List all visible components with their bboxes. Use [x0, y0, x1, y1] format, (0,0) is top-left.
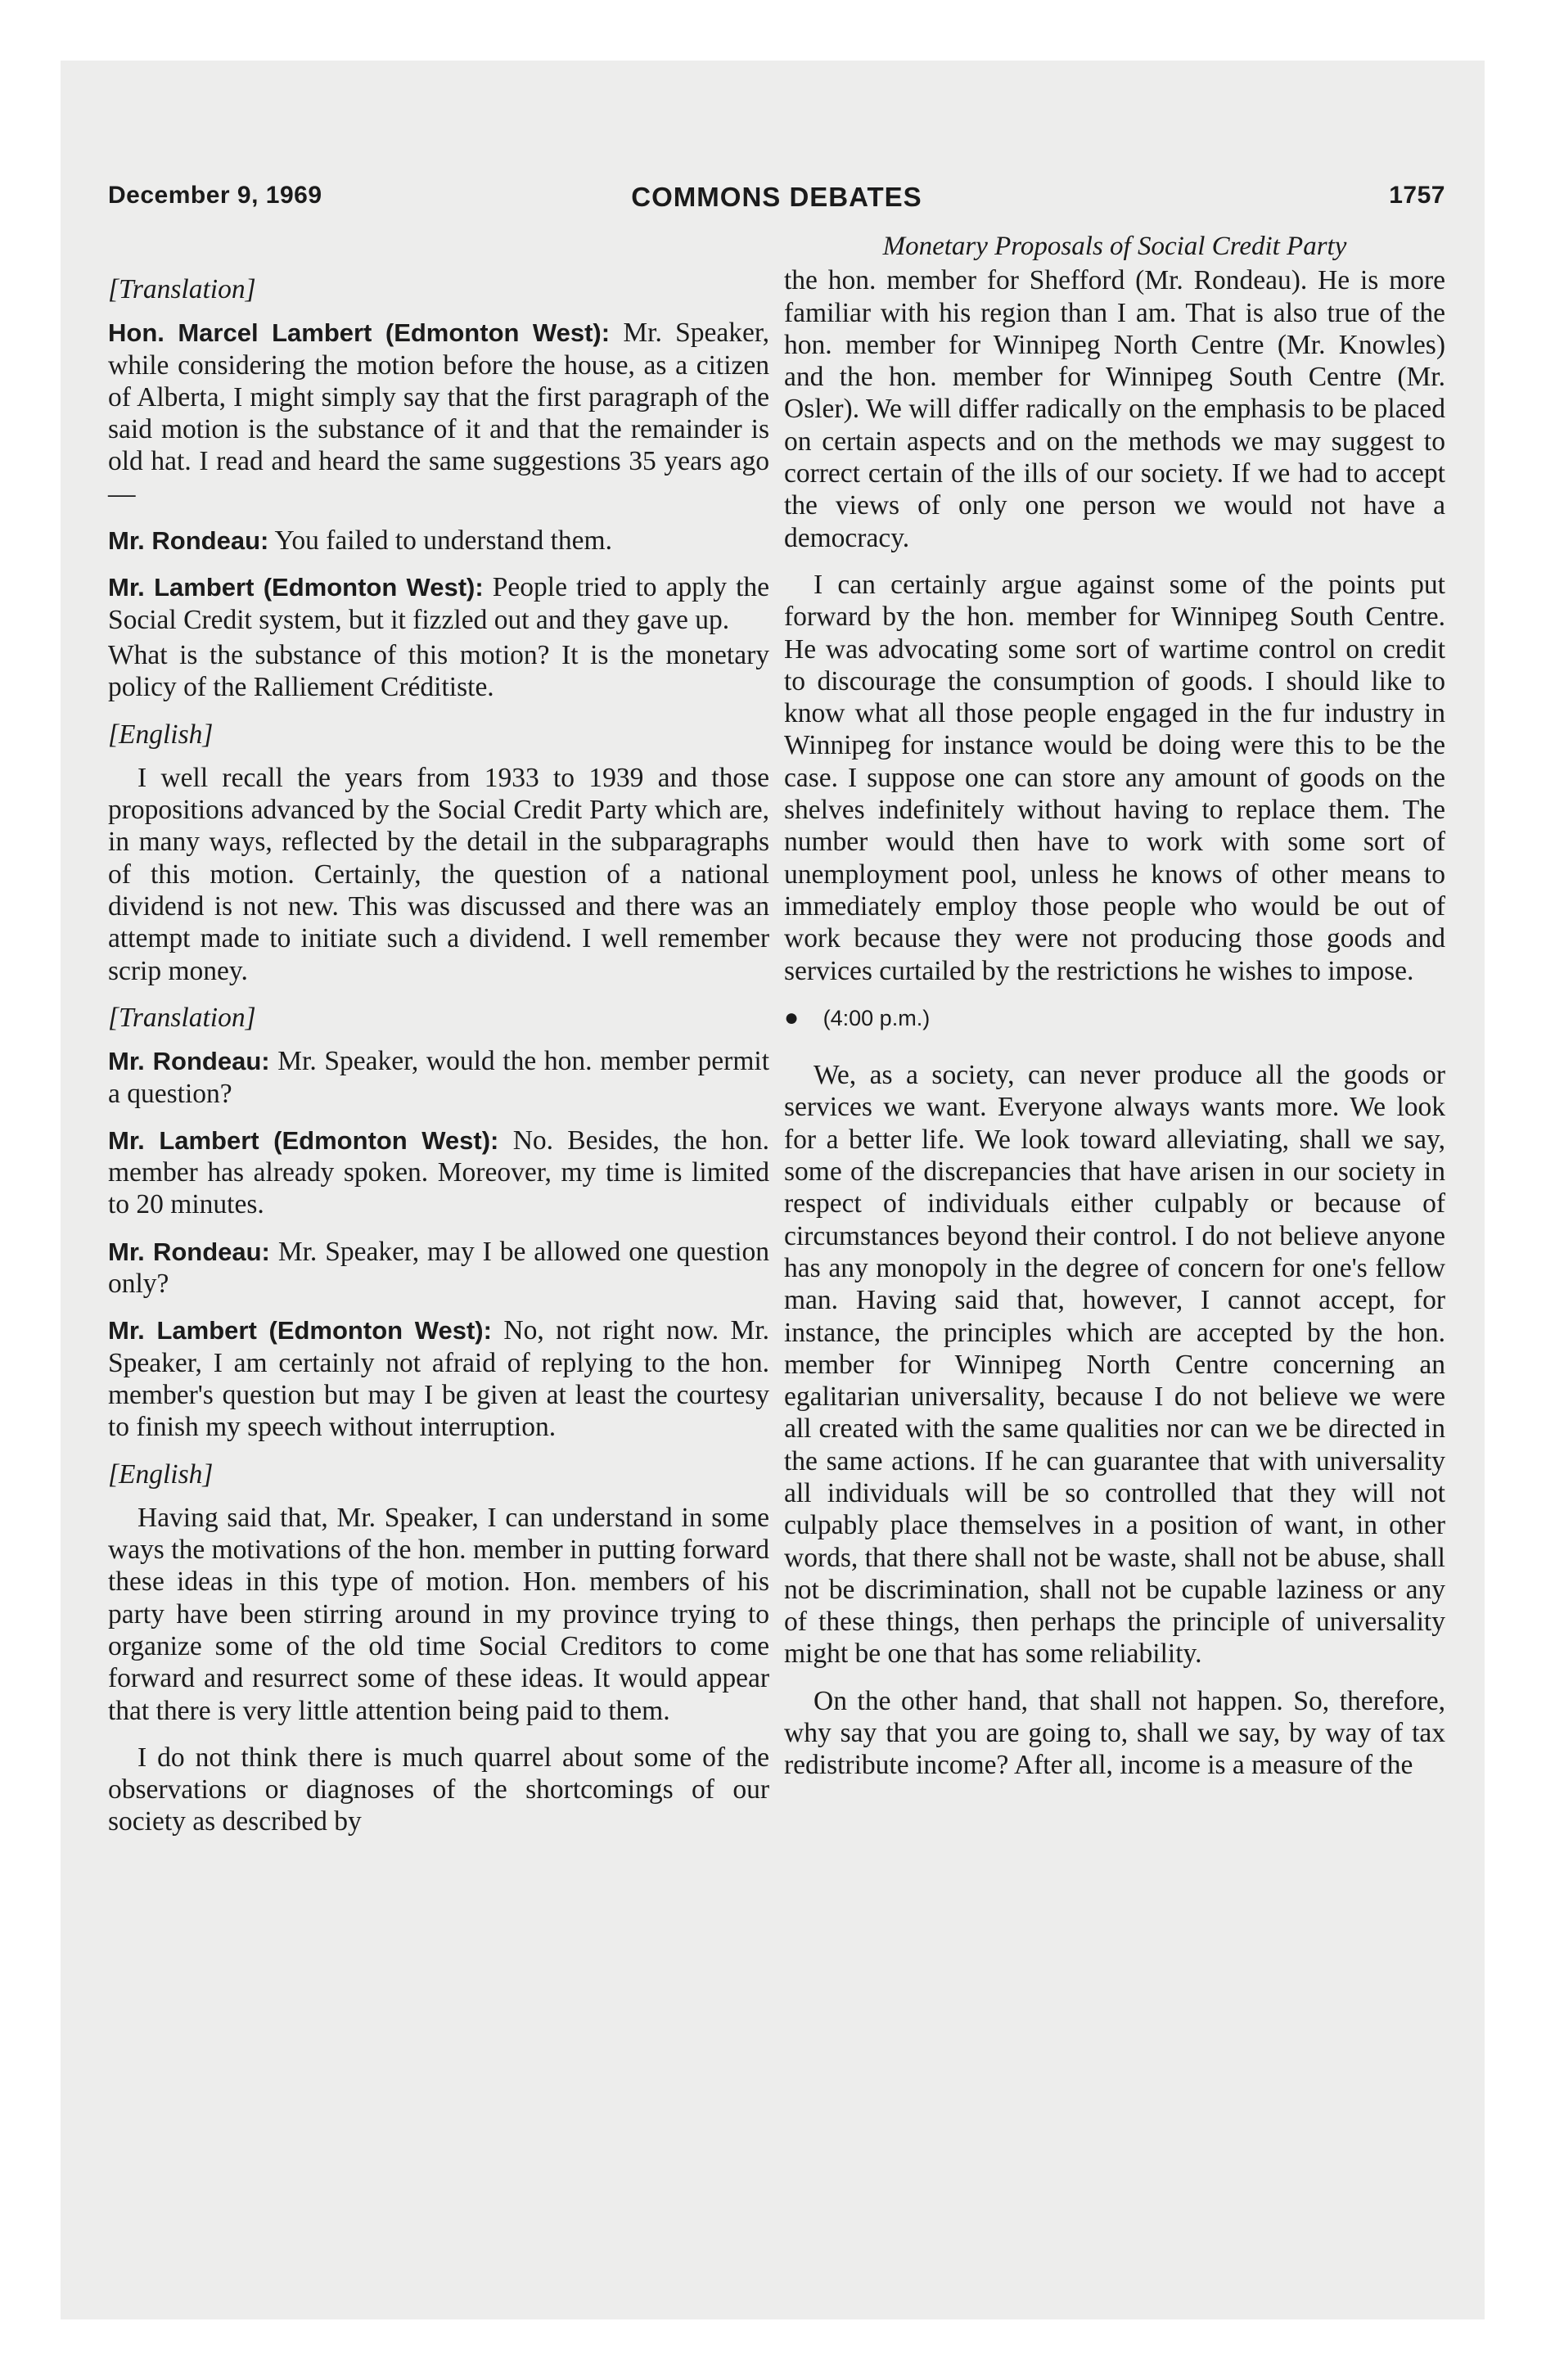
left-column [108, 273, 769, 1853]
section-subheading: Monetary Proposals of Social Credit Party [882, 232, 1347, 261]
language-tag: [English] [108, 1458, 214, 1490]
speaker-name: Mr. Lambert (Edmonton West): [108, 573, 484, 602]
speech-paragraph [108, 317, 769, 510]
speech-text: No. Besides, the hon. member has already spoken. Moreover, my time is limited to 20 minutes. [108, 1125, 770, 1220]
language-tag: [Translation] [108, 1002, 256, 1033]
body-paragraph: We, as a society, can never produce all the goods or services we want. Everyone always wants more. We look for a better life. We look toward alleviating, shall we say, some of the discrepancies that have arisen in our society in respect of individuals either culpably or because of circumstances beyond their control. I do not believe anyone has any monopoly in the degree of concern for one's fellow man. Having said that, however, I cannot accept, for instance, the principles which are accepted by the hon. member for Winnipeg North Centre concerning an egalitarian universality, because I do not believe we were all created with the same qualities nor can we be directed in the same actions. If he can guarantee that with universality all individuals will be so controlled that they will not culpably place themselves in a position of want, in other words, that there shall not be waste, shall not be abuse, shall not be discrimination, shall not be cupable laziness or any of these things, then perhaps the principle of universality might be one that has some reliability. [784, 1060, 1445, 1670]
speech-paragraph [108, 1125, 769, 1221]
speaker-name: Mr. Lambert (Edmonton West): [108, 1316, 492, 1346]
language-tag: [English] [108, 719, 214, 750]
speech-text: People tried to apply the Social Credit system, but it fizzled out and they gave up. [108, 572, 769, 635]
body-paragraph: Having said that, Mr. Speaker, I can understand in some ways the motivations of the hon. member in putting forward these ideas in this type of motion. Hon. members of his party have been stirring around in my province trying to organize some of the old time Social Creditors to come forward and resurrect some of these ideas. It would appear that there is very little attention being paid to them. [108, 1502, 769, 1726]
speech-text: You failed to understand them. [274, 525, 612, 557]
speech-paragraph [108, 571, 769, 636]
body-paragraph: What is the substance of this motion? It is the monetary policy of the Ralliement Créditiste. [108, 639, 769, 703]
speech-text: Mr. Speaker, may I be allowed one question only? [108, 1236, 769, 1300]
speaker-name: Mr. Rondeau: [108, 1047, 270, 1076]
speaker-name: Mr. Rondeau: [108, 526, 269, 556]
bullet-icon: ● [784, 1003, 800, 1031]
speaker-name: Mr. Rondeau: [108, 1237, 270, 1266]
right-column [784, 231, 1445, 1796]
running-header [108, 182, 1445, 223]
speech-paragraph [108, 1045, 769, 1110]
speech-paragraph [108, 525, 769, 557]
speech-text: Mr. Speaker, would the hon. member permit a question? [108, 1046, 769, 1109]
speech-text: No, not right now. Mr. Speaker, I am certainly not afraid of replying to the hon. member's question but may I be given at least the courtesy to finish my speech without interruption. [108, 1315, 769, 1443]
speech-paragraph [108, 1314, 769, 1443]
continued-paragraph: the hon. member for Shefford (Mr. Rondeau). He is more familiar with his region than I am. That is also true of the hon. member for Winnipeg North Centre (Mr. Knowles) and the hon. member for Winnipeg South Centre (Mr. Osler). We will differ radically on the emphasis to be placed on certain aspects and on the methods we may suggest to correct certain of the ills of our society. If we had to accept the views of only one person we would not have a democracy. [784, 265, 1445, 553]
time-text: (4:00 p.m.) [823, 1005, 931, 1030]
language-tag: [Translation] [108, 274, 256, 304]
document-page [108, 182, 1445, 1837]
header-date: December 9, 1969 [108, 182, 322, 209]
speech-text: Mr. Speaker, while considering the motion before the house, as a citizen of Alberta, I might simply say that the first paragraph of the said motion is the substance of it and that the remainder is old hat. I read and heard the same suggestions 35 years ago— [108, 318, 770, 509]
speech-paragraph [108, 1236, 769, 1300]
body-paragraph: I do not think there is much quarrel about some of the observations or diagnoses of the shortcomings of our society as described by [108, 1742, 769, 1837]
time-marker [784, 1002, 1445, 1034]
body-paragraph: I well recall the years from 1933 to 1939 and those propositions advanced by the Social Credit Party which are, in many ways, reflected by the detail in the subparagraphs of this motion. Certainly, the question of a national dividend is not new. This was discussed and there was an attempt made to initiate such a dividend. I well remember scrip money. [108, 762, 769, 986]
header-journal-title: COMMONS DEBATES [631, 182, 922, 212]
body-paragraph: On the other hand, that shall not happen. So, therefore, why say that you are going to, shall we say, by way of tax redistribute income? After all, income is a measure of the [784, 1685, 1445, 1781]
speaker-name: Hon. Marcel Lambert (Edmonton West): [108, 318, 611, 348]
body-paragraph: I can certainly argue against some of the points put forward by the hon. member for Winnipeg South Centre. He was advocating some sort of wartime control on credit to discourage the consumption of goods. I should like to know what all those people engaged in the fur industry in Winnipeg for instance would be doing were this to be the case. I suppose one can store any amount of goods on the shelves indefinitely without having to replace them. The number would then have to work with some sort of unemployment pool, unless he knows of other means to immediately employ those people who would be out of work because they were not producing those goods and services curtailed by the restrictions he wishes to impose. [784, 569, 1445, 986]
header-page-number: 1757 [1389, 182, 1445, 209]
speaker-name: Mr. Lambert (Edmonton West): [108, 1125, 499, 1155]
